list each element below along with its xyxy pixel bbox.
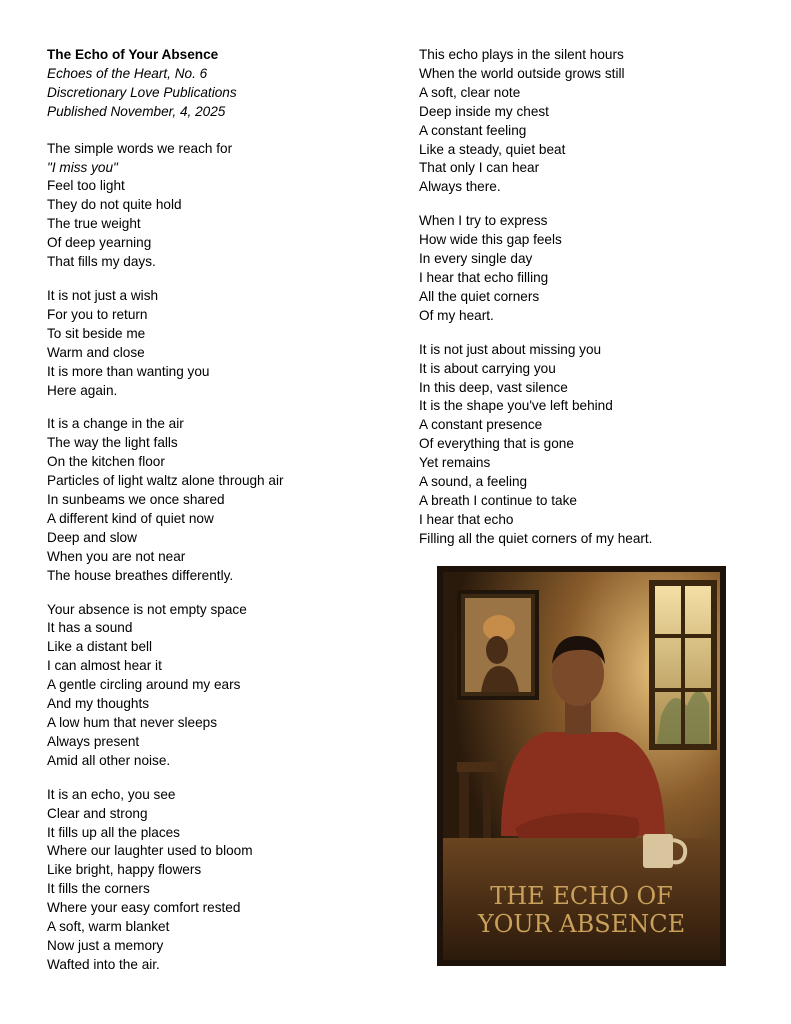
poem-line: Like bright, happy flowers [47,862,202,878]
poem-line: I hear that echo filling [419,269,549,285]
poem-line: Like a steady, quiet beat [419,141,566,157]
poem-line: "I miss you" [47,159,118,175]
poem-line: A constant presence [419,417,543,433]
poem-line: To sit beside me [47,325,146,341]
poem-line: Where your easy comfort rested [47,900,241,916]
poem-line: A soft, clear note [419,84,521,100]
poem-line: Amid all other noise. [47,752,171,768]
stanza [419,341,759,549]
cover-illustration [437,566,726,966]
poem-line: A gentle circling around my ears [47,677,241,693]
poem-line: Always there. [419,179,501,195]
poem-line: Like a distant bell [47,639,153,655]
poem-line: Particles of light waltz alone through air [47,473,284,489]
poem-line: Yet remains [419,455,491,471]
poem-line: Warm and close [47,344,145,360]
poem-line: It is about carrying you [419,360,556,376]
series-name: Echoes of the Heart, No. 6 [47,65,208,81]
publication-date: Published November, 4, 2025 [47,103,226,119]
poem-line: On the kitchen floor [47,454,165,470]
window-icon [649,580,717,750]
poem-line: Feel too light [47,178,125,194]
poem-line: A different kind of quiet now [47,510,214,526]
poem-line: Of my heart. [419,307,494,323]
poem-line: It is more than wanting you [47,363,210,379]
poem-line: When you are not near [47,548,186,564]
poem-line: It is not just about missing you [419,341,602,357]
poem-line: It is not just a wish [47,287,159,303]
poem-line: All the quiet corners [419,288,540,304]
right-stanzas [419,46,759,549]
stanza [419,212,759,325]
poem-line: A constant feeling [419,122,527,138]
poem-line: Clear and strong [47,805,148,821]
publisher-name: Discretionary Love Publications [47,84,237,100]
stanza [47,140,387,272]
poem-line: A breath I continue to take [419,492,577,508]
cover-title-line2: YOUR ABSENCE [477,910,686,938]
poem-title: The Echo of Your Absence [47,47,219,62]
poem-line: The simple words we reach for [47,140,233,156]
poem-line: In every single day [419,251,533,267]
poem-line: A soft, warm blanket [47,919,170,935]
poem-line: I can almost hear it [47,658,162,674]
poem-line: That only I can hear [419,160,540,176]
poem-line: And my thoughts [47,696,150,712]
document-header [47,46,387,122]
poem-line: The true weight [47,216,141,232]
stanza [47,601,387,771]
poem-line: Wafted into the air. [47,956,160,972]
poem-line: They do not quite hold [47,197,182,213]
poem-line: It fills up all the places [47,824,180,840]
poem-line: Of deep yearning [47,235,152,251]
cover-image [437,566,726,966]
poem-line: I hear that echo [419,511,514,527]
poem-line: This echo plays in the silent hours [419,47,624,62]
poem-line: That fills my days. [47,254,156,270]
right-column [419,46,759,564]
poem-line: When the world outside grows still [419,65,625,81]
poem-line: Always present [47,733,140,749]
wall-portrait-icon [459,592,537,698]
poem-line: How wide this gap feels [419,232,562,248]
poem-line: Deep and slow [47,529,137,545]
poem-line: The house breathes differently. [47,567,234,583]
stanza [47,786,387,975]
cover-title-line1: THE ECHO OF [490,882,673,910]
left-stanzas [47,140,387,975]
poem-line: It is a change in the air [47,416,184,432]
poem-line: Where our laughter used to bloom [47,843,253,859]
poem-line: For you to return [47,306,148,322]
poem-line: It is an echo, you see [47,786,176,802]
poem-line: In this deep, vast silence [419,379,568,395]
stanza [419,46,759,197]
poem-line: Your absence is not empty space [47,601,247,617]
poem-line: Now just a memory [47,937,164,953]
poem-line: It is the shape you've left behind [419,398,613,414]
poem-line: It fills the corners [47,881,150,897]
poem-line: The way the light falls [47,435,178,451]
poem-line: It has a sound [47,620,133,636]
stanza [47,415,387,585]
poem-line: Of everything that is gone [419,436,574,452]
poem-line: Here again. [47,382,118,398]
poem-line: A low hum that never sleeps [47,715,218,730]
left-column [47,46,387,990]
poem-line: Deep inside my chest [419,103,549,119]
poem-line: Filling all the quiet corners of my heart. [419,530,653,546]
poem-line: A sound, a feeling [419,474,528,490]
poem-line: In sunbeams we once shared [47,492,225,508]
stanza [47,287,387,400]
poem-line: When I try to express [419,213,548,229]
